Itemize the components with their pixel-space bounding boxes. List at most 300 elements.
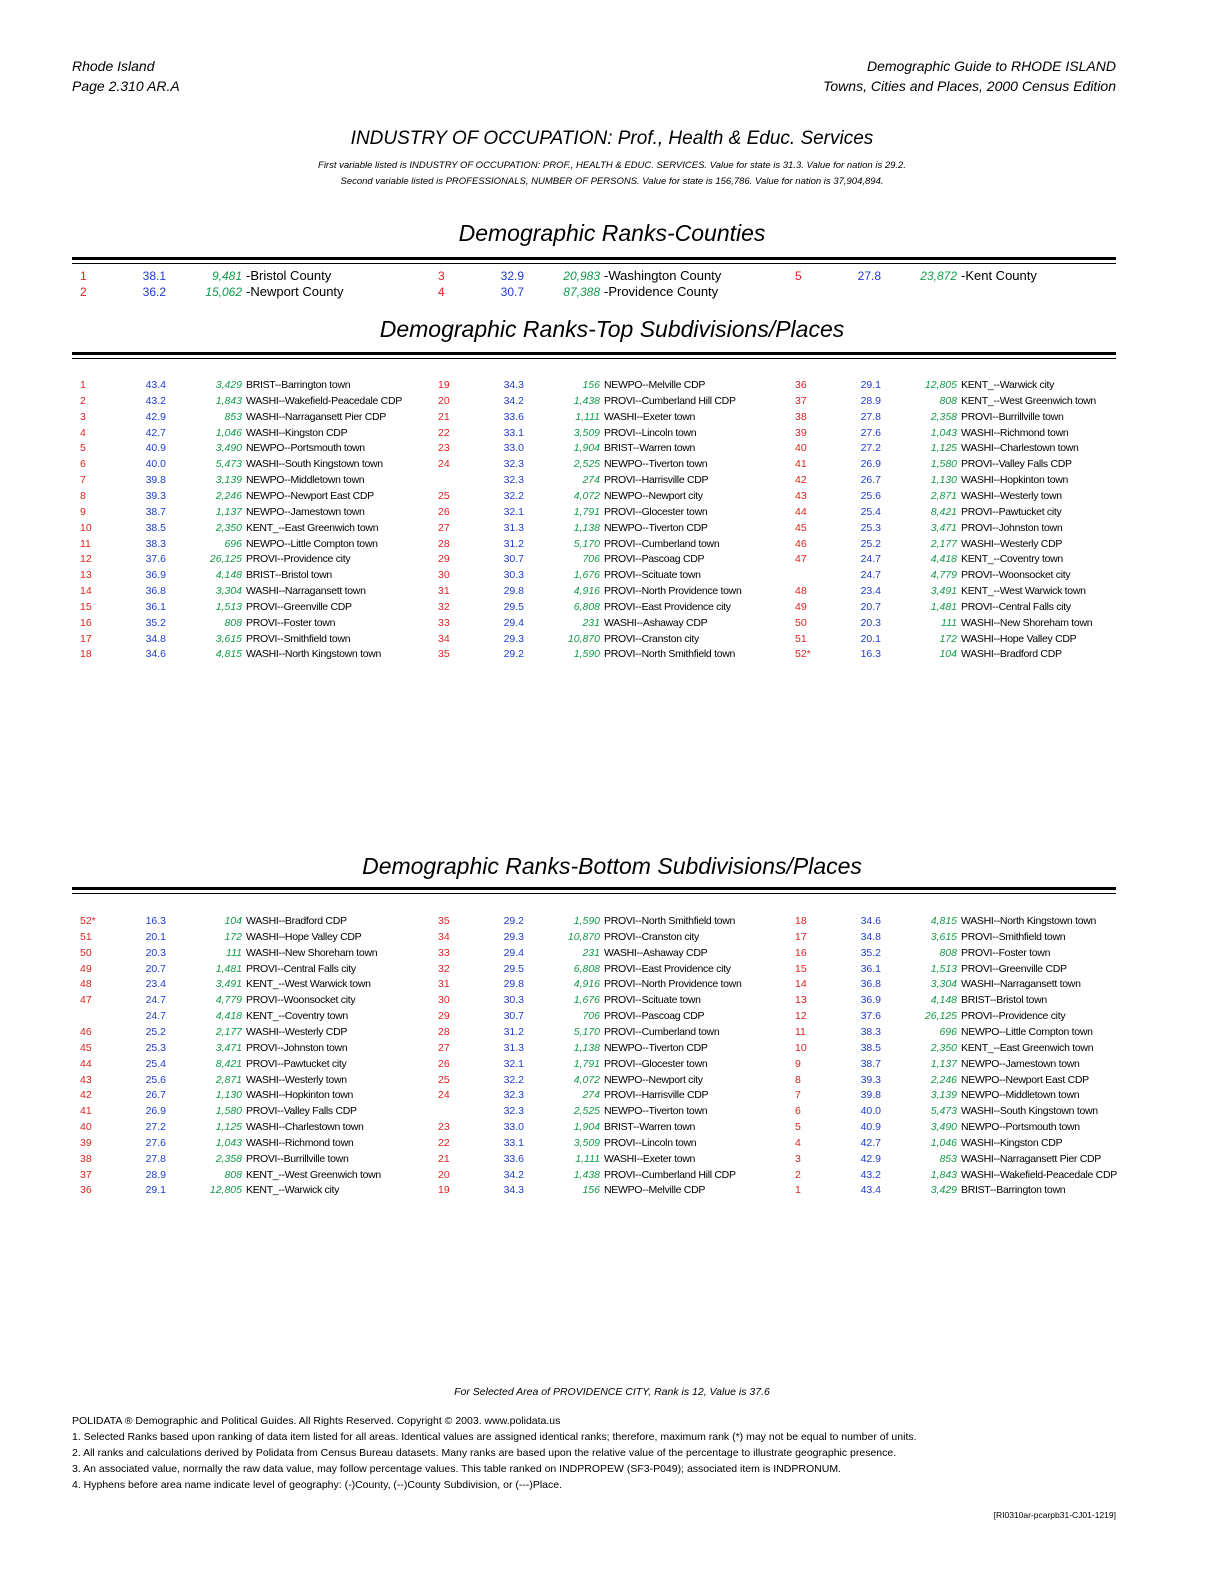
rank-number: 41: [80, 1105, 92, 1118]
percent-value: 30.3: [503, 994, 524, 1007]
person-count: 1,481: [215, 962, 242, 975]
percent-value: 38.5: [860, 1041, 881, 1054]
rank-number: 7: [795, 1089, 801, 1102]
rank-number: 37: [795, 394, 807, 407]
person-count: 10,870: [567, 632, 600, 645]
person-count: 1,676: [573, 569, 600, 582]
area-name: PROVI--Providence city: [961, 1010, 1066, 1023]
person-count: 808: [224, 1168, 242, 1181]
rank-number: 9: [80, 505, 86, 518]
area-name: -Providence County: [604, 284, 719, 299]
header-left: [72, 56, 180, 96]
rule-bottom-thin: [72, 893, 1116, 894]
person-count: 3,615: [215, 632, 242, 645]
person-count: 3,509: [573, 1136, 600, 1149]
area-name: WASHI--Charlestown town: [246, 1121, 364, 1134]
area-name: WASHI--Ashaway CDP: [604, 616, 708, 629]
area-name: KENT_--East Greenwich town: [961, 1041, 1094, 1054]
person-count: 4,418: [215, 1010, 242, 1023]
percent-value: 26.7: [145, 1089, 166, 1102]
area-name: PROVI--Burrillville town: [246, 1152, 349, 1165]
percent-value: 20.7: [860, 600, 881, 613]
person-count: 3,509: [573, 426, 600, 439]
area-name: WASHI--North Kingstown town: [246, 648, 382, 661]
area-name: KENT_--West Greenwich town: [246, 1168, 381, 1181]
percent-value: 32.2: [503, 1073, 524, 1086]
area-name: WASHI--Hope Valley CDP: [961, 632, 1077, 645]
area-name: PROVI--North Providence town: [604, 585, 742, 598]
footer-note-4: 4. Hyphens before area name indicate level of geography: (-)County, (--)County Subdivision, or (---)Place.: [72, 1479, 563, 1491]
person-count: 3,471: [930, 521, 957, 534]
area-name: PROVI--Valley Falls CDP: [246, 1105, 357, 1118]
rank-number: 2: [80, 394, 86, 407]
rank-number: 41: [795, 458, 807, 471]
percent-value: 29.8: [503, 585, 524, 598]
percent-value: 32.1: [503, 505, 524, 518]
area-name: PROVI--Harrisville CDP: [604, 1089, 709, 1102]
rank-number: 14: [795, 978, 807, 991]
percent-value: 43.4: [145, 379, 166, 391]
area-name: WASHI--Westerly town: [961, 489, 1062, 502]
area-name: KENT_--West Warwick town: [961, 585, 1086, 598]
area-name: KENT_--Coventry town: [961, 553, 1063, 566]
percent-value: 36.2: [142, 285, 166, 299]
rank-number: 3: [80, 410, 86, 423]
area-name: PROVI--Valley Falls CDP: [961, 458, 1072, 471]
percent-value: 36.8: [860, 978, 881, 991]
percent-value: 32.3: [503, 474, 524, 487]
percent-value: 35.2: [860, 946, 881, 959]
person-count: 1,438: [573, 394, 600, 407]
percent-value: 40.9: [145, 442, 166, 455]
person-count: 1,590: [573, 648, 600, 661]
area-name: NEWPO--Tiverton CDP: [604, 1041, 708, 1054]
person-count: 15,062: [205, 285, 242, 299]
rule-counties: [72, 257, 1116, 260]
area-name: -Kent County: [961, 268, 1037, 283]
percent-value: 23.4: [145, 978, 166, 991]
person-count: 6,808: [573, 962, 600, 975]
percent-value: 32.2: [503, 489, 524, 502]
area-name: NEWPO--Portsmouth town: [961, 1121, 1080, 1134]
percent-value: 42.9: [145, 410, 166, 423]
percent-value: 20.3: [860, 616, 881, 629]
area-name: WASHI--Narragansett town: [246, 585, 366, 598]
rank-number: 45: [795, 521, 807, 534]
area-name: PROVI--Woonsocket city: [246, 994, 356, 1007]
area-name: PROVI--Pascoag CDP: [604, 553, 705, 566]
percent-value: 33.0: [503, 1121, 524, 1134]
percent-value: 30.3: [503, 569, 524, 582]
rank-number: 43: [795, 489, 807, 502]
person-count: 111: [941, 616, 957, 629]
percent-value: 36.9: [145, 569, 166, 582]
percent-value: 34.2: [503, 394, 524, 407]
area-name: NEWPO--Tiverton town: [604, 458, 708, 471]
rank-number: 25: [438, 1073, 450, 1086]
area-name: NEWPO--Newport East CDP: [961, 1073, 1089, 1086]
section-title-bottom: Demographic Ranks-Bottom Subdivisions/Places: [362, 853, 862, 879]
rank-number: 5: [795, 1121, 801, 1134]
person-count: 1,043: [215, 1136, 242, 1149]
person-count: 4,148: [930, 994, 957, 1007]
area-name: PROVI--Johnston town: [961, 521, 1063, 534]
person-count: 5,473: [215, 458, 242, 471]
rank-number: 46: [80, 1025, 92, 1038]
area-name: KENT_--East Greenwich town: [246, 521, 379, 534]
person-count: 853: [939, 1152, 957, 1165]
percent-value: 29.1: [145, 1184, 166, 1197]
rank-number: 21: [438, 410, 450, 423]
person-count: 26,125: [924, 1010, 957, 1023]
rank-number: 7: [80, 474, 86, 487]
rank-number: 25: [438, 489, 450, 502]
person-count: 172: [224, 930, 242, 943]
area-name: PROVI--Greenville CDP: [246, 600, 352, 613]
person-count: 4,815: [215, 648, 242, 661]
rank-number: 18: [80, 648, 92, 661]
rank-number: 8: [795, 1073, 801, 1086]
rank-number: 19: [438, 1184, 450, 1197]
percent-value: 34.3: [503, 379, 524, 391]
person-count: 3,304: [930, 978, 957, 991]
person-count: 1,125: [930, 442, 957, 455]
percent-value: 36.9: [860, 994, 881, 1007]
rank-number: 21: [438, 1152, 450, 1165]
area-name: WASHI--Bradford CDP: [246, 915, 347, 927]
person-count: 3,491: [930, 585, 957, 598]
area-name: PROVI--East Providence city: [604, 962, 731, 975]
rank-number: 40: [795, 442, 807, 455]
rank-number: 40: [80, 1121, 92, 1134]
rank-number: 10: [795, 1041, 807, 1054]
area-name: WASHI--Narragansett town: [961, 978, 1081, 991]
percent-value: 34.2: [503, 1168, 524, 1181]
rank-number: 52*: [80, 915, 96, 927]
footer-copyright: POLIDATA ® Demographic and Political Guides. All Rights Reserved. Copyright © 2003. www.polidata.us: [72, 1415, 561, 1427]
rank-number: 19: [438, 379, 450, 391]
rank-number: 11: [795, 1025, 806, 1038]
percent-value: 43.2: [145, 394, 166, 407]
area-name: WASHI--Ashaway CDP: [604, 946, 708, 959]
percent-value: 32.3: [503, 458, 524, 471]
person-count: 274: [582, 474, 600, 487]
percent-value: 38.3: [860, 1025, 881, 1038]
rank-number: 16: [795, 946, 807, 959]
person-count: 274: [582, 1089, 600, 1102]
person-count: 2,177: [930, 537, 957, 550]
person-count: 231: [582, 616, 600, 629]
percent-value: 20.1: [145, 930, 166, 943]
person-count: 2,350: [215, 521, 242, 534]
rank-number: 43: [80, 1073, 92, 1086]
rank-number: 24: [438, 1089, 450, 1102]
person-count: 696: [224, 537, 242, 550]
percent-value: 33.0: [503, 442, 524, 455]
footer-note-2: 2. All ranks and calculations derived by Polidata from Census Bureau datasets. Many ranks are based upon the relative value of the percentage to illustrate geographic presence.: [72, 1447, 897, 1459]
person-count: 5,170: [573, 1025, 600, 1038]
rank-number: 42: [795, 474, 807, 487]
document-code: [RI0310ar-pcarpb31-CJ01-1219]: [993, 1510, 1116, 1520]
rank-number: 20: [438, 1168, 450, 1181]
area-name: BRIST--Bristol town: [961, 994, 1047, 1007]
area-name: BRIST--Warren town: [604, 442, 696, 455]
rank-number: 26: [438, 505, 450, 518]
rank-number: 4: [80, 426, 86, 439]
area-name: WASHI--Westerly town: [246, 1073, 347, 1086]
area-name: NEWPO--Portsmouth town: [246, 442, 365, 455]
rank-number: 35: [438, 648, 450, 661]
rank-number: 11: [80, 537, 91, 550]
percent-value: 37.6: [860, 1010, 881, 1023]
section-title-top: Demographic Ranks-Top Subdivisions/Places: [379, 316, 845, 342]
person-count: 1,904: [573, 1121, 600, 1134]
rank-number: 23: [438, 1121, 450, 1134]
percent-value: 33.6: [503, 1152, 524, 1165]
person-count: 1,138: [573, 521, 600, 534]
rank-number: 18: [795, 915, 807, 927]
percent-value: 34.3: [503, 1184, 524, 1197]
area-name: PROVI--Glocester town: [604, 505, 708, 518]
area-name: NEWPO--Middletown town: [246, 474, 365, 487]
area-name: NEWPO--Tiverton town: [604, 1105, 708, 1118]
percent-value: 42.7: [860, 1136, 881, 1149]
area-name: PROVI--Woonsocket city: [961, 569, 1071, 582]
percent-value: 42.7: [145, 426, 166, 439]
area-name: WASHI--Exeter town: [604, 410, 696, 423]
percent-value: 24.7: [145, 1010, 166, 1023]
area-name: PROVI--Scituate town: [604, 994, 701, 1007]
area-name: PROVI--Glocester town: [604, 1057, 708, 1070]
rank-number: 2: [795, 1168, 801, 1181]
person-count: 1,513: [930, 962, 957, 975]
area-name: PROVI--North Providence town: [604, 978, 742, 991]
rank-number: 32: [438, 962, 450, 975]
percent-value: 32.3: [503, 1105, 524, 1118]
percent-value: 43.4: [860, 1184, 881, 1197]
percent-value: 20.7: [145, 962, 166, 975]
rule-bottom: [72, 887, 1116, 890]
area-name: -Washington County: [604, 268, 722, 283]
area-name: PROVI--Johnston town: [246, 1041, 348, 1054]
percent-value: 16.3: [145, 915, 166, 927]
percent-value: 31.3: [503, 1041, 524, 1054]
percent-value: 27.8: [860, 410, 881, 423]
footer-note-3: 3. An associated value, normally the raw data value, may follow percentage values. This table ranked on INDPROPEW (SF3-P049); associated item is INDPRONUM.: [72, 1463, 841, 1475]
percent-value: 29.2: [503, 915, 524, 927]
area-name: PROVI--North Smithfield town: [604, 915, 736, 927]
percent-value: 16.3: [860, 648, 881, 661]
rank-number: 22: [438, 1136, 450, 1149]
area-name: PROVI--Burrillville town: [961, 410, 1064, 423]
rank-number: 4: [438, 285, 445, 299]
percent-value: 25.3: [145, 1041, 166, 1054]
area-name: WASHI--New Shoreham town: [246, 946, 378, 959]
rank-number: 51: [80, 930, 92, 943]
person-count: 808: [224, 616, 242, 629]
person-count: 2,350: [930, 1041, 957, 1054]
person-count: 2,525: [573, 458, 600, 471]
rank-number: 33: [438, 616, 450, 629]
person-count: 1,130: [215, 1089, 242, 1102]
rank-number: 4: [795, 1136, 801, 1149]
subtitle-second-variable: Second variable listed is PROFESSIONALS, NUMBER OF PERSONS. Value for state is 156,786. Value for nation is 37,904,894.: [340, 176, 884, 187]
area-name: PROVI--Harrisville CDP: [604, 474, 709, 487]
area-name: PROVI--Cranston city: [604, 930, 699, 943]
person-count: 1,137: [215, 505, 242, 518]
person-count: 1,481: [930, 600, 957, 613]
percent-value: 28.9: [145, 1168, 166, 1181]
area-name: KENT_--Warwick city: [961, 379, 1055, 391]
person-count: 1,676: [573, 994, 600, 1007]
person-count: 1,125: [215, 1121, 242, 1134]
section-title-counties: Demographic Ranks-Counties: [458, 220, 766, 246]
rule-top: [72, 352, 1116, 355]
rank-number: 50: [80, 946, 92, 959]
person-count: 8,421: [215, 1057, 242, 1070]
area-name: NEWPO--Newport East CDP: [246, 489, 374, 502]
rank-number: 36: [795, 379, 807, 391]
percent-value: 29.8: [503, 978, 524, 991]
area-name: WASHI--Wakefield-Peacedale CDP: [961, 1168, 1117, 1181]
area-name: PROVI--Greenville CDP: [961, 962, 1067, 975]
person-count: 2,871: [930, 489, 957, 502]
percent-value: 36.1: [145, 600, 166, 613]
percent-value: 40.9: [860, 1121, 881, 1134]
rank-number: 46: [795, 537, 807, 550]
person-count: 2,246: [930, 1073, 957, 1086]
rank-number: 44: [80, 1057, 92, 1070]
percent-value: 29.4: [503, 616, 524, 629]
rank-number: 29: [438, 553, 450, 566]
rank-number: 48: [80, 978, 92, 991]
rank-number: 37: [80, 1168, 92, 1181]
area-name: WASHI--Kingston CDP: [961, 1136, 1063, 1149]
person-count: 1,580: [215, 1105, 242, 1118]
area-name: BRIST--Bristol town: [246, 569, 332, 582]
area-name: WASHI--Westerly CDP: [246, 1025, 348, 1038]
person-count: 1,137: [930, 1057, 957, 1070]
rank-number: 27: [438, 1041, 450, 1054]
person-count: 1,580: [930, 458, 957, 471]
person-count: 4,072: [573, 1073, 600, 1086]
percent-value: 40.0: [145, 458, 166, 471]
area-name: PROVI--Lincoln town: [604, 426, 697, 439]
percent-value: 39.8: [145, 474, 166, 487]
percent-value: 25.6: [145, 1073, 166, 1086]
rank-number: 28: [438, 537, 450, 550]
rank-number: 34: [438, 632, 450, 645]
person-count: 808: [939, 946, 957, 959]
area-name: NEWPO--Jamestown town: [246, 505, 365, 518]
person-count: 2,525: [573, 1105, 600, 1118]
person-count: 1,791: [573, 1057, 600, 1070]
area-name: PROVI--Cumberland town: [604, 537, 720, 550]
person-count: 172: [939, 632, 957, 645]
person-count: 3,490: [215, 442, 242, 455]
area-name: WASHI--Westerly CDP: [961, 537, 1063, 550]
person-count: 20,983: [563, 269, 600, 283]
area-name: NEWPO--Jamestown town: [961, 1057, 1080, 1070]
rank-number: 8: [80, 489, 86, 502]
percent-value: 34.8: [860, 930, 881, 943]
rank-number: 30: [438, 994, 450, 1007]
rank-number: 47: [80, 994, 92, 1007]
area-name: PROVI--Cumberland town: [604, 1025, 720, 1038]
percent-value: 39.3: [860, 1073, 881, 1086]
area-name: WASHI--Wakefield-Peacedale CDP: [246, 394, 402, 407]
rank-number: 1: [795, 1184, 801, 1197]
area-name: WASHI--Richmond town: [246, 1136, 354, 1149]
area-name: PROVI--Providence city: [246, 553, 351, 566]
rank-number: 12: [795, 1010, 807, 1023]
person-count: 853: [224, 410, 242, 423]
percent-value: 29.5: [503, 600, 524, 613]
rank-number: 5: [80, 442, 86, 455]
rank-number: 10: [80, 521, 92, 534]
percent-value: 29.5: [503, 962, 524, 975]
page-number: Page 2.310 AR.A: [72, 78, 180, 94]
rank-number: 28: [438, 1025, 450, 1038]
percent-value: 27.6: [860, 426, 881, 439]
rank-number: 24: [438, 458, 450, 471]
rank-number: 51: [795, 632, 807, 645]
person-count: 156: [582, 379, 600, 391]
percent-value: 33.1: [503, 426, 524, 439]
person-count: 2,871: [215, 1073, 242, 1086]
rank-number: 17: [795, 930, 807, 943]
rank-number: 14: [80, 585, 92, 598]
rank-number: 9: [795, 1057, 801, 1070]
area-name: WASHI--Richmond town: [961, 426, 1069, 439]
person-count: 12,805: [209, 1184, 242, 1197]
percent-value: 26.9: [145, 1105, 166, 1118]
percent-value: 25.4: [145, 1057, 166, 1070]
rank-number: 15: [80, 600, 92, 613]
person-count: 156: [582, 1184, 600, 1197]
person-count: 4,779: [930, 569, 957, 582]
percent-value: 29.1: [860, 379, 881, 391]
rank-number: 16: [80, 616, 92, 629]
percent-value: 40.0: [860, 1105, 881, 1118]
area-name: KENT_--Coventry town: [246, 1010, 348, 1023]
person-count: 1,043: [930, 426, 957, 439]
rank-number: 30: [438, 569, 450, 582]
person-count: 1,130: [930, 474, 957, 487]
person-count: 4,815: [930, 915, 957, 927]
percent-value: 38.5: [145, 521, 166, 534]
rank-number: 23: [438, 442, 450, 455]
percent-value: 38.7: [145, 505, 166, 518]
area-name: WASHI--Narragansett Pier CDP: [246, 410, 386, 423]
person-count: 1,438: [573, 1168, 600, 1181]
percent-value: 24.7: [860, 569, 881, 582]
percent-value: 36.8: [145, 585, 166, 598]
area-name: WASHI--North Kingstown town: [961, 915, 1097, 927]
person-count: 3,429: [930, 1184, 957, 1197]
rank-number: 12: [80, 553, 92, 566]
area-name: PROVI--Central Falls city: [246, 962, 356, 975]
percent-value: 32.1: [503, 1057, 524, 1070]
area-name: BRIST--Barrington town: [246, 379, 351, 391]
person-count: 12,805: [924, 379, 957, 391]
subtitle-first-variable: First variable listed is INDUSTRY OF OCCUPATION: PROF., HEALTH & EDUC. SERVICES. Value for state is 31.3. Value for nation is 29.2.: [318, 160, 906, 171]
area-name: WASHI--Charlestown town: [961, 442, 1079, 455]
header-right: [823, 56, 1116, 96]
person-count: 706: [582, 1010, 600, 1023]
rank-number: 5: [795, 269, 802, 283]
rank-number: 52*: [795, 648, 811, 661]
